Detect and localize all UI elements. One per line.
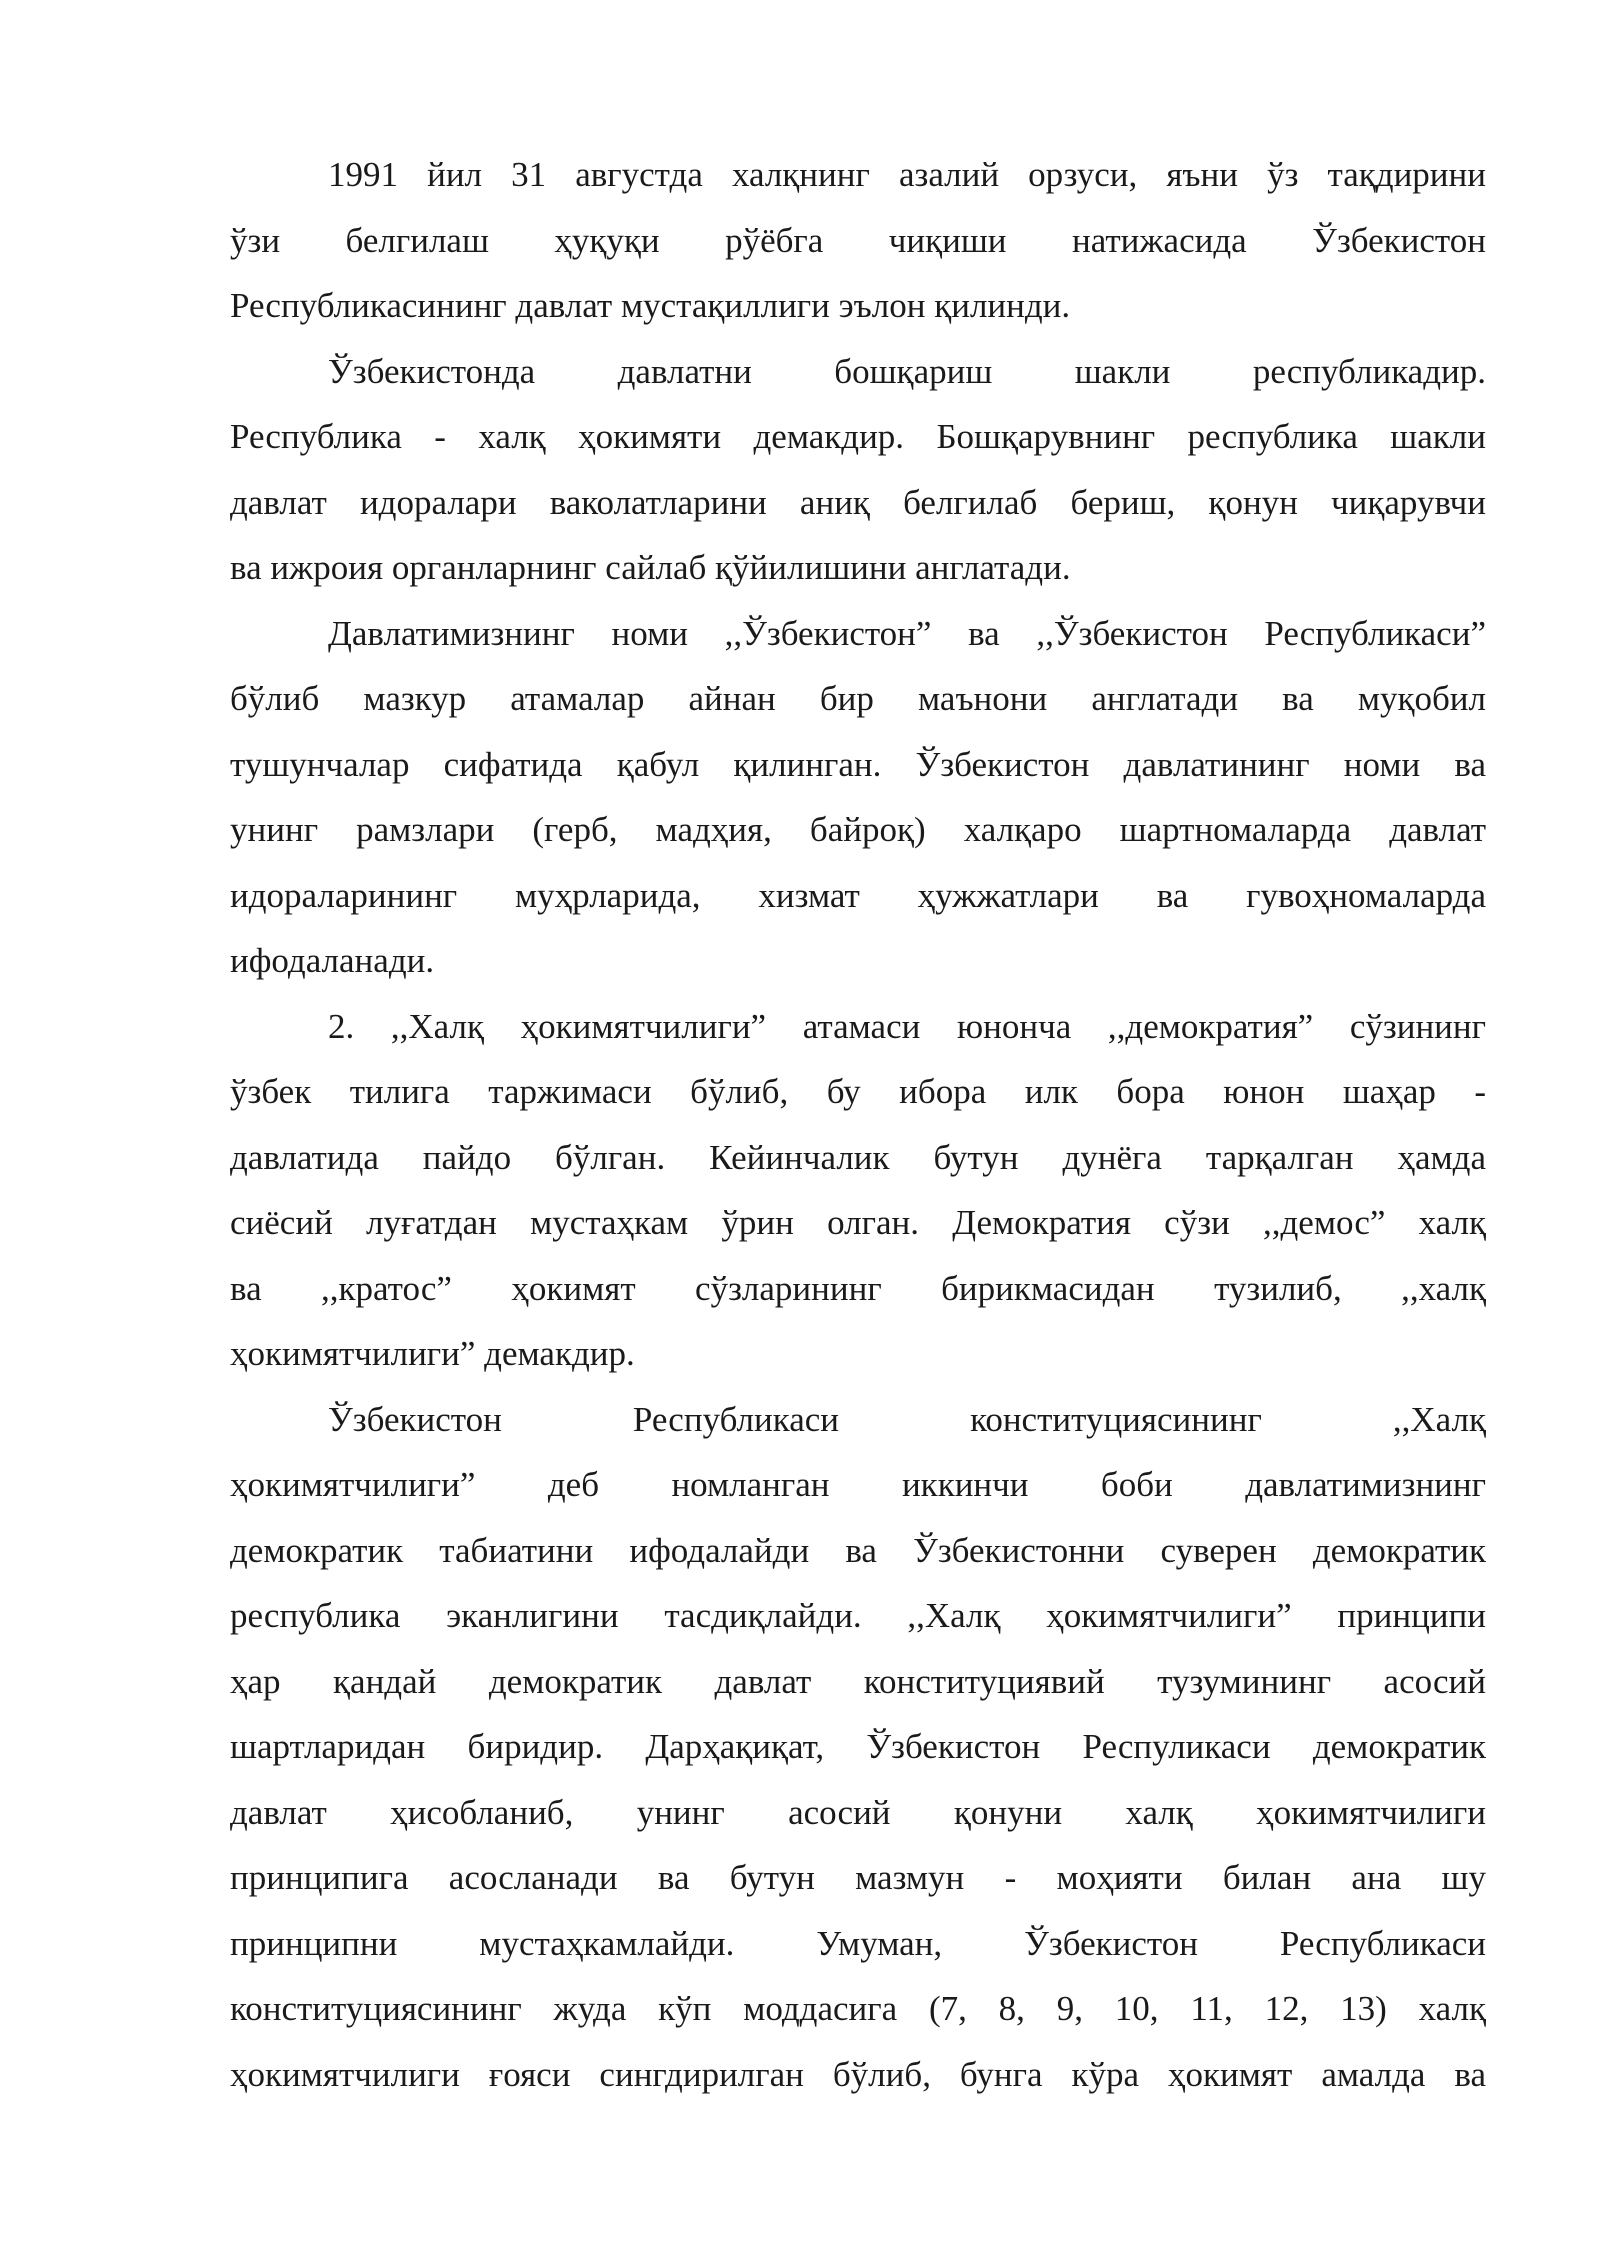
text-line: Давлатимизнинг номи ,,Ўзбекистон” ва ,,Ўзбекистон Республикаси”: [328, 613, 1486, 653]
text-line: принципни мустаҳкамлайди. Умуман, Ўзбекистон Республикаси: [230, 1923, 1486, 1963]
text-line: унинг рамзлари (герб, мадҳия, байроқ) халқаро шартномаларда давлат: [230, 810, 1486, 849]
text-line: шартларидан биридир. Дарҳақиқат, Ўзбекистон Респуликаси демократик: [230, 1727, 1486, 1766]
text-line: идораларининг муҳрларида, хизмат ҳужжатлари ва гувоҳномаларда: [230, 875, 1486, 915]
document-body: [230, 142, 1486, 2107]
text-line: сиёсий луғатдан мустаҳкам ўрин олган. Демократия сўзи ,,демос” халқ: [230, 1203, 1486, 1242]
text-line: Ўзбекистонда давлатни бошқариш шакли республикадир.: [328, 351, 1486, 391]
text-line: давлат идоралари ваколатларини аниқ белгилаб бериш, қонун чиқарувчи: [230, 482, 1486, 522]
text-line: Республикасининг давлат мустақиллиги эълон қилинди.: [230, 286, 1071, 325]
text-line: принципига асосланади ва бутун мазмун - моҳияти билан ана шу: [230, 1858, 1486, 1897]
text-line: 2. ,,Халқ ҳокимятчилиги” атамаси юнонча ,,демократия” сўзининг: [328, 1006, 1486, 1046]
text-line: ҳокимятчилиги ғояси сингдирилган бўлиб, бунга кўра ҳокимят амалда ва: [230, 2054, 1486, 2094]
text-line: 1991 йил 31 августда халқнинг азалий орзуси, яъни ўз тақдирини: [328, 155, 1486, 194]
text-line: республика эканлигини тасдиқлайди. ,,Халқ ҳокимятчилиги” принципи: [230, 1596, 1486, 1635]
text-line: Республика - халқ ҳокимяти демакдир. Бошқарувнинг республика шакли: [230, 417, 1486, 456]
text-line: бўлиб мазкур атамалар айнан бир маънони англатади ва муқобил: [230, 679, 1486, 718]
text-line: Ўзбекистон Республикаси конституциясининг ,,Халқ: [328, 1399, 1486, 1439]
text-line: тушунчалар сифатида қабул қилинган. Ўзбекистон давлатининг номи ва: [230, 744, 1486, 784]
text-line: ифодаланади.: [230, 941, 435, 980]
text-line: ва ижроия органларнинг сайлаб қўйилишини англатади.: [230, 548, 1071, 587]
text-line: конституциясининг жуда кўп моддасига (7, 8, 9, 10, 11, 12, 13) халқ: [230, 1989, 1486, 2028]
text-line: давлат ҳисобланиб, унинг асосий қонуни халқ ҳокимятчилиги: [230, 1792, 1486, 1832]
text-line: ҳокимятчилиги” деб номланган иккинчи боби давлатимизнинг: [230, 1465, 1486, 1504]
text-line: ўзи белгилаш ҳуқуқи рўёбга чиқиши натижасида Ўзбекистон: [230, 220, 1486, 260]
text-line: демократик табиатини ифодалайди ва Ўзбекистонни суверен демократик: [230, 1530, 1486, 1570]
text-line: ҳокимятчилиги” демакдир.: [230, 1334, 635, 1373]
text-line: ҳар қандай демократик давлат конституциявий тузумининг асосий: [230, 1661, 1486, 1701]
text-line: ва ,,кратос” ҳокимят сўзларининг бирикмасидан тузилиб, ,,халқ: [230, 1268, 1486, 1308]
text-line: давлатида пайдо бўлган. Кейинчалик бутун дунёга тарқалган ҳамда: [230, 1137, 1486, 1177]
text-line: ўзбек тилига таржимаси бўлиб, бу ибора илк бора юнон шаҳар -: [230, 1072, 1486, 1111]
